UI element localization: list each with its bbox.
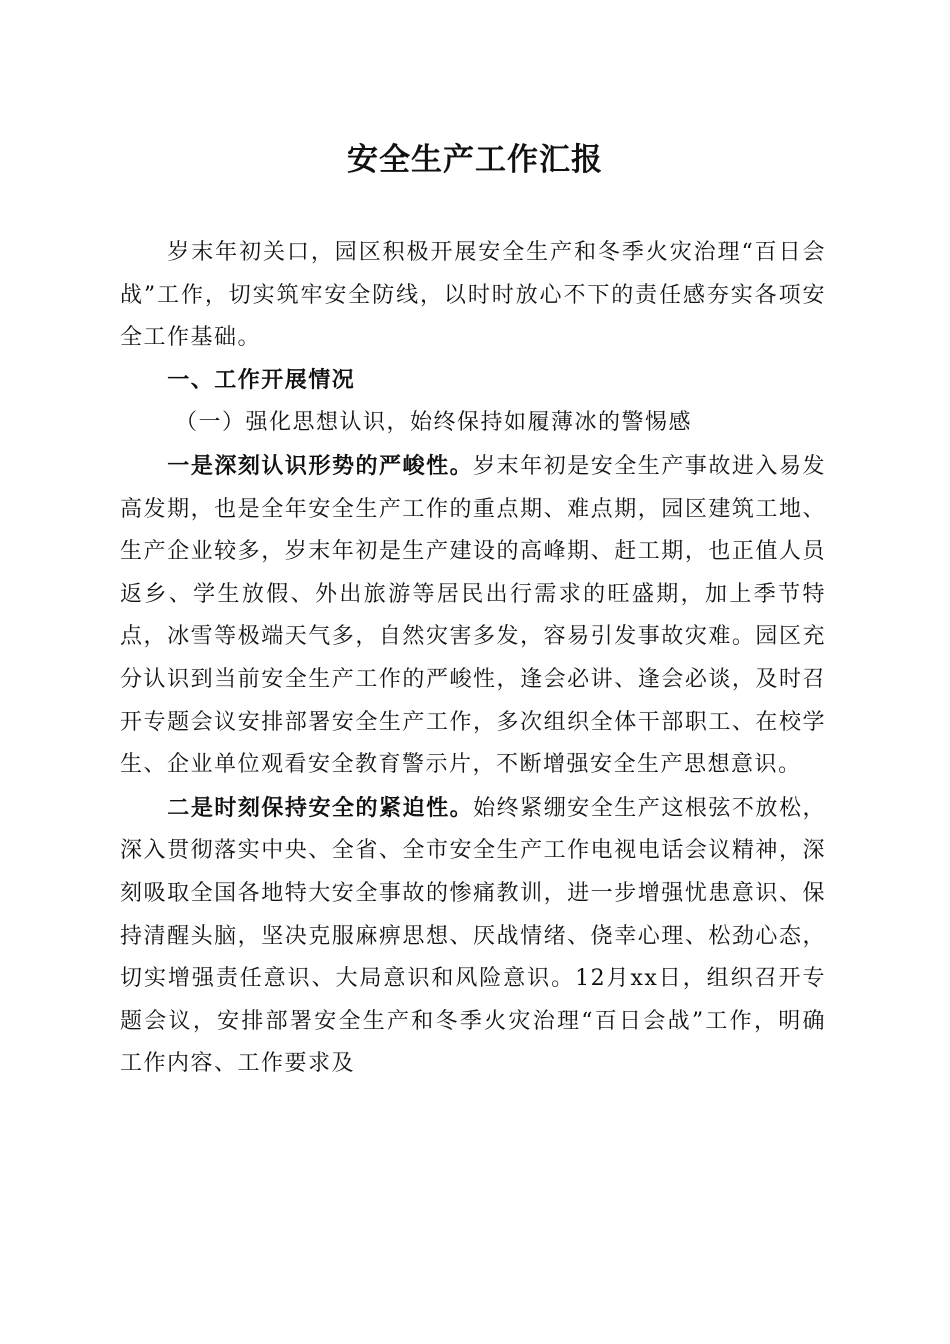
paragraph-2-body: 始终紧绷安全生产这根弦不放松，深入贯彻落实中央、全省、全市安全生产工作电视电话会议精神，深刻吸取全国各地特大安全事故的惨痛教训，进一步增强忧患意识、保持清醒头脑，坚决克服麻痹思想、厌战情绪、侥幸心理、松劲心态，切实增强责任意识、大局意识和风险意识。12月xx日，组织召开专题会议，安排部署安全生产和冬季火灾治理“百日会战”工作，明确工作内容、工作要求及 bbox=[120, 795, 826, 1077]
paragraph-2-lead: 二是时刻保持安全的紧迫性。 bbox=[167, 794, 474, 821]
subsection-heading: （一）强化思想认识，始终保持如履薄冰的警惕感 bbox=[175, 410, 693, 436]
paragraph-1-body: 岁末年初是安全生产事故进入易发高发期，也是全年安全生产工作的重点期、难点期，园区建筑工地、生产企业较多，岁末年初是生产建设的高峰期、赶工期，也正值人员返乡、学生放假、外出旅游等居民出行需求的旺盛期，加上季节特点，冰雪等极端天气多，自然灾害多发，容易引发事故灾难。园区充分认识到当前安全生产工作的严峻性，逢会必讲、逢会必谈，及时召开专题会议安排部署安全生产工作，多次组织全体干部职工、在校学生、企业单位观看安全教育警示片，不断增强安全生产思想意识。 bbox=[120, 453, 826, 778]
paragraph-2 bbox=[120, 787, 826, 1086]
intro-paragraph: 岁末年初关口，园区积极开展安全生产和冬季火灾治理“百日会战”工作，切实筑牢安全防线，以时时放心不下的责任感夯实各项安全工作基础。 bbox=[120, 240, 826, 351]
document-body bbox=[120, 232, 826, 1086]
section-heading: 一、工作开展情况 bbox=[167, 367, 356, 393]
page-title: 安全生产工作汇报 bbox=[347, 142, 603, 178]
paragraph-1 bbox=[120, 445, 826, 787]
paragraph-1-lead: 一是深刻认识形势的严峻性。 bbox=[167, 452, 474, 479]
